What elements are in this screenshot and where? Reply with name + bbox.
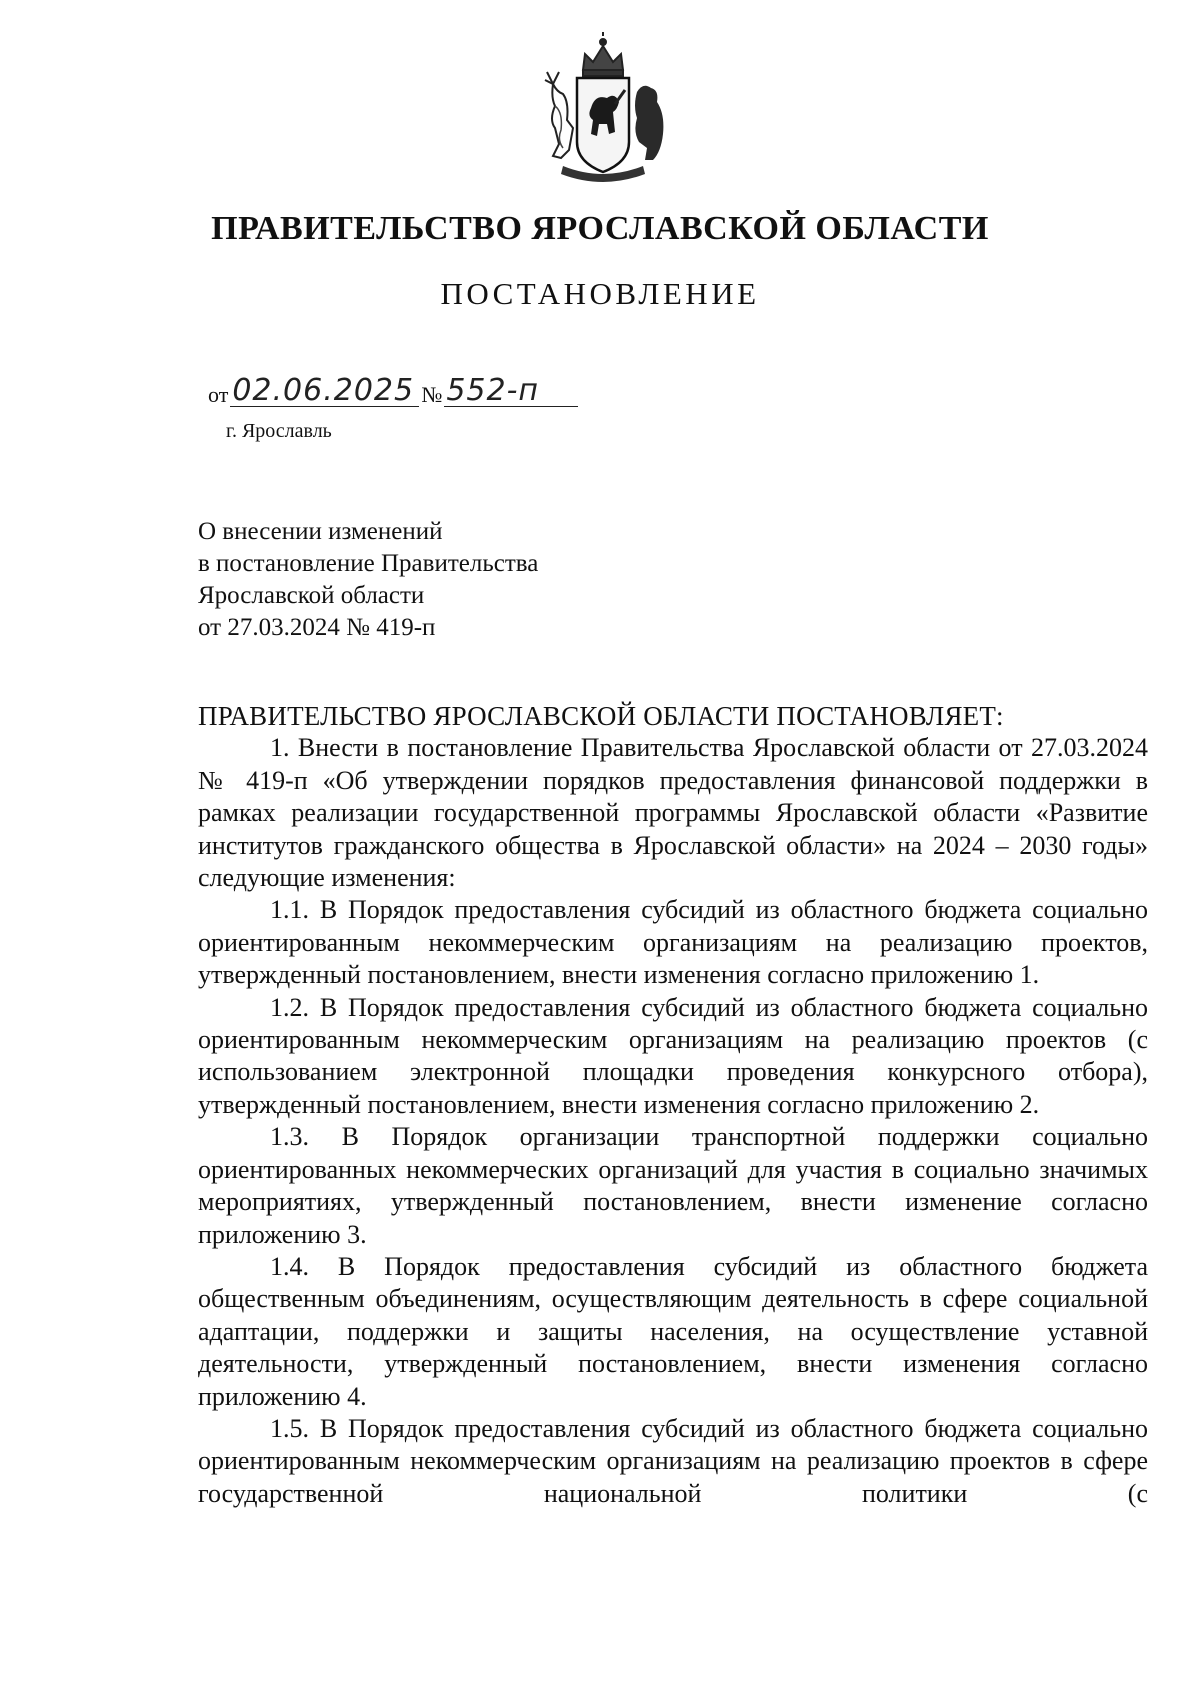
subject-line: Ярославской области — [198, 582, 425, 609]
paragraph: 1.1. В Порядок предоставления субсидий из областного бюджета социально ориентированным некоммерческим организациям на реализацию проектов, утвержденный постановлением, внести изменения согласно приложению 1. — [198, 895, 1148, 990]
handwritten-number: 552-п — [444, 376, 578, 407]
paragraph: 1. Внести в постановление Правительства Ярославской области от 27.03.2024 № 419-п «Об утверждении порядков предоставления финансовой поддержки в рамках реализации государственной программы Ярославской области «Развитие институтов гражданского общества в Ярославской области» на 2024 – 2030 годы» следующие изменения: — [198, 733, 1148, 893]
registration-line — [206, 373, 578, 408]
paragraph: 1.5. В Порядок предоставления субсидий из областного бюджета социально ориентированным некоммерческим организациям на реализацию проектов в сфере государственной национальной политики (с — [198, 1413, 1148, 1508]
number-prefix: № — [421, 382, 443, 407]
date-prefix: от — [208, 382, 229, 407]
subject-line: О внесении изменений — [198, 518, 443, 545]
city-label: г. Ярославль — [226, 420, 332, 442]
handwritten-date: 02.06.2025 — [230, 376, 419, 407]
subject-line: от 27.03.2024 № 419-п — [198, 614, 436, 641]
coat-of-arms-icon — [533, 32, 673, 192]
government-title: ПРАВИТЕЛЬСТВО ЯРОСЛАВСКОЙ ОБЛАСТИ — [211, 210, 989, 247]
document-subject — [198, 516, 538, 644]
resolution-heading: ПРАВИТЕЛЬСТВО ЯРОСЛАВСКОЙ ОБЛАСТИ ПОСТАНОВЛЯЕТ: — [198, 701, 1004, 731]
paragraph: 1.3. В Порядок организации транспортной поддержки социально ориентированных некоммерческих организаций для участия в социально значимых мероприятиях, утвержденный постановлением, внести изменение согласно приложению 3. — [198, 1122, 1148, 1249]
paragraph: 1.2. В Порядок предоставления субсидий из областного бюджета социально ориентированным некоммерческим организациям на реализацию проектов (с использованием электронной площадки проведения конкурсного отбора), утвержденный постановлением, внести изменения согласно приложению 2. — [198, 992, 1148, 1119]
document-type: ПОСТАНОВЛЕНИЕ — [440, 276, 760, 311]
paragraph: 1.4. В Порядок предоставления субсидий из областного бюджета общественным объединениям, осуществляющим деятельность в сфере социальной адаптации, поддержки и защиты населения, на осуществление уставной деятельности, утвержденный постановлением, внести изменения согласно приложению 4. — [198, 1251, 1148, 1411]
document-body — [198, 700, 1148, 1510]
subject-line: в постановление Правительства — [198, 550, 539, 577]
